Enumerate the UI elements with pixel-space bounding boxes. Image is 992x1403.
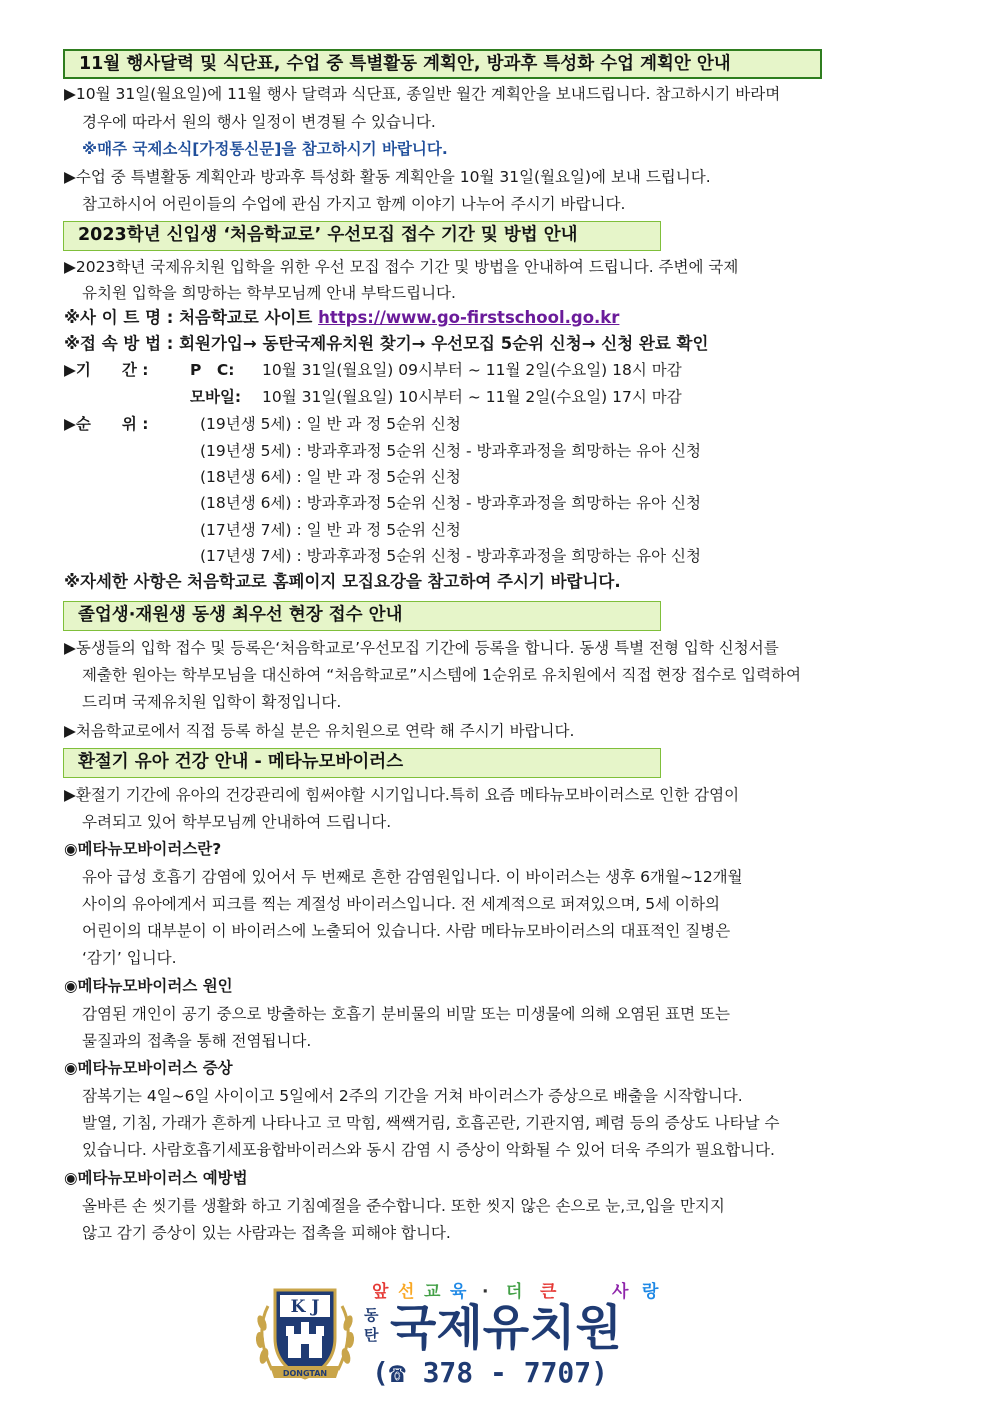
emblem-ribbon-text: DONGTAN — [282, 1369, 328, 1378]
paragraph: ▶처음학교로에서 직접 등록 하실 분은 유치원으로 연락 해 주시기 바랍니다. — [64, 722, 575, 740]
paragraph: 물질과의 접촉을 통해 전염됩니다. — [82, 1032, 312, 1050]
slogan-char: 교 — [424, 1282, 441, 1302]
rank-item: (19년생 5세) : 일 반 과 정 5순위 신청 — [200, 415, 461, 433]
subheading: ◉메타뉴모바이러스 증상 — [64, 1059, 233, 1077]
paragraph: 우려되고 있어 학부모님께 안내하여 드립니다. — [82, 813, 392, 831]
rank-item: (17년생 7세) : 방과후과정 5순위 신청 - 방과후과정을 희망하는 유아 신청 — [200, 547, 701, 565]
paragraph: ▶2023학년 국제유치원 입학을 위한 우선 모집 접수 기간 및 방법을 안내하여 드립니다. 주변에 국제 — [64, 258, 739, 276]
paragraph: ▶10월 31일(월요일)에 11월 행사 달력과 식단표, 종일반 월간 계획안을 보내드립니다. 참고하시기 바라며 — [64, 85, 781, 103]
site-label: ※사 이 트 명 : 처음학교로 사이트 — [64, 308, 313, 327]
paragraph: 발열, 기침, 가래가 흔하게 나타나고 코 막힘, 쌕쌕거림, 호흡곤란, 기관지염, 폐렴 등의 증상도 나타날 수 — [82, 1114, 780, 1132]
slogan-char: 육 — [450, 1282, 467, 1302]
paragraph: 참고하시어 어린이들의 수업에 관심 가지고 함께 이야기 나누어 주시기 바랍니다. — [82, 195, 626, 213]
paragraph: 유치원 입학을 희망하는 학부모님께 안내 부탁드립니다. — [82, 284, 456, 302]
paragraph: ▶동생들의 입학 접수 및 등록은‘처음학교로’우선모집 기간에 등록을 합니다. 동생 특별 전형 입학 신청서를 — [64, 639, 779, 657]
paragraph: 유아 급성 호흡기 감염에 있어서 두 번째로 흔한 감염원입니다. 이 바이러스는 생후 6개월~12개월 — [82, 868, 743, 886]
rank-item: (18년생 6세) : 방과후과정 5순위 신청 - 방과후과정을 희망하는 유아 신청 — [200, 494, 701, 512]
slogan-char: · — [482, 1282, 489, 1302]
notice-note: ※매주 국제소식[가정통신문]을 참고하시기 바랍니다. — [82, 140, 448, 158]
mobile-period: 10월 31일(월요일) 10시부터 ~ 11월 2일(수요일) 17시 마감 — [262, 388, 682, 406]
paragraph: ▶수업 중 특별활동 계획안과 방과후 특성화 활동 계획안을 10월 31일(월요일)에 보내 드립니다. — [64, 168, 711, 186]
mobile-label: 모바일: — [190, 388, 242, 406]
subheading: ◉메타뉴모바이러스 예방법 — [64, 1169, 248, 1187]
paragraph: 있습니다. 사람호흡기세포융합바이러스와 동시 감염 시 증상이 악화될 수 있어 더욱 주의가 필요합니다. — [82, 1141, 775, 1159]
slogan-char: 더 — [506, 1282, 523, 1302]
slogan — [372, 1281, 659, 1302]
paragraph: 않고 감기 증상이 있는 사람과는 접촉을 피해야 합니다. — [82, 1224, 451, 1242]
slogan-char: 랑 — [642, 1282, 659, 1302]
phone-number: (☎ 378 - 7707) — [372, 1356, 609, 1389]
section-header-siblings: 졸업생·재원생 동생 최우선 현장 접수 안내 — [63, 601, 661, 631]
paragraph: 사이의 유아에게서 피크를 찍는 계절성 바이러스입니다. 전 세계적으로 퍼져있으며, 5세 이하의 — [82, 895, 720, 913]
paragraph: 제출한 원아는 학부모님을 대신하여 “처음학교로”시스템에 1순위로 유치원에서 직접 현장 접수로 입력하여 — [82, 666, 802, 684]
section-header-health: 환절기 유아 건강 안내 - 메타뉴모바이러스 — [63, 748, 661, 778]
kindergarten-logo — [250, 1278, 690, 1393]
pc-label: P C: — [190, 361, 235, 379]
logo-small-text: 동 — [364, 1306, 379, 1324]
paragraph: 올바른 손 씻기를 생활화 하고 기침예절을 준수합니다. 또한 씻지 않은 손으로 눈,코,입을 만지지 — [82, 1197, 725, 1215]
paragraph: 드리며 국제유치원 입학이 확정입니다. — [82, 693, 342, 711]
rank-item: (18년생 6세) : 일 반 과 정 5순위 신청 — [200, 468, 461, 486]
admission-footnote: ※자세한 사항은 처음학교로 홈페이지 모집요강을 참고하여 주시기 바랍니다. — [64, 572, 621, 591]
paragraph: 경우에 따라서 원의 행사 일정이 변경될 수 있습니다. — [82, 113, 436, 131]
logo-small-text: 탄 — [364, 1326, 379, 1344]
period-label: ▶기 간 : — [64, 361, 149, 379]
pc-period: 10월 31일(월요일) 09시부터 ~ 11월 2일(수요일) 18시 마감 — [262, 361, 682, 379]
kindergarten-name: 국제유치원 — [390, 1300, 622, 1356]
paragraph: 감염된 개인이 공기 중으로 방출하는 호흡기 분비물의 비말 또는 미생물에 의해 오염된 표면 또는 — [82, 1005, 731, 1023]
emblem-letters: K J — [290, 1297, 320, 1317]
slogan-char: 사 — [612, 1282, 629, 1302]
slogan-char: 큰 — [540, 1282, 557, 1302]
slogan-char: 앞 — [372, 1282, 389, 1302]
subheading: ◉메타뉴모바이러스 원인 — [64, 977, 233, 995]
logo-graphic — [250, 1278, 690, 1393]
rank-item: (17년생 7세) : 일 반 과 정 5순위 신청 — [200, 521, 461, 539]
paragraph: 어린이의 대부분이 이 바이러스에 노출되어 있습니다. 사람 메타뉴모바이러스의 대표적인 질병은 — [82, 922, 731, 940]
section-header-admission: 2023학년 신입생 ‘처음학교로’ 우선모집 접수 기간 및 방법 안내 — [63, 221, 661, 251]
section-header-events: 11월 행사달력 및 식단표, 수업 중 특별활동 계획안, 방과후 특성화 수업 계획안 안내 — [63, 49, 822, 79]
slogan-char: 선 — [398, 1282, 415, 1302]
castle-icon — [286, 1322, 324, 1358]
paragraph: 잠복기는 4일~6일 사이이고 5일에서 2주의 기간을 거쳐 바이러스가 증상으로 배출을 시작합니다. — [82, 1087, 743, 1105]
site-link[interactable]: https://www.go-firstschool.go.kr — [318, 308, 620, 327]
site-row — [64, 307, 619, 329]
subheading: ◉메타뉴모바이러스란? — [64, 840, 222, 858]
access-method: ※접 속 방 법 : 회원가입→ 동탄국제유치원 찾기→ 우선모집 5순위 신청→ 신청 완료 확인 — [64, 334, 709, 353]
paragraph: ‘감기’ 입니다. — [82, 949, 177, 967]
rank-item: (19년생 5세) : 방과후과정 5순위 신청 - 방과후과정을 희망하는 유아 신청 — [200, 442, 701, 460]
rank-label: ▶순 위 : — [64, 415, 149, 433]
paragraph: ▶환절기 기간에 유아의 건강관리에 힘써야할 시기입니다.특히 요즘 메타뉴모바이러스로 인한 감염이 — [64, 786, 740, 804]
